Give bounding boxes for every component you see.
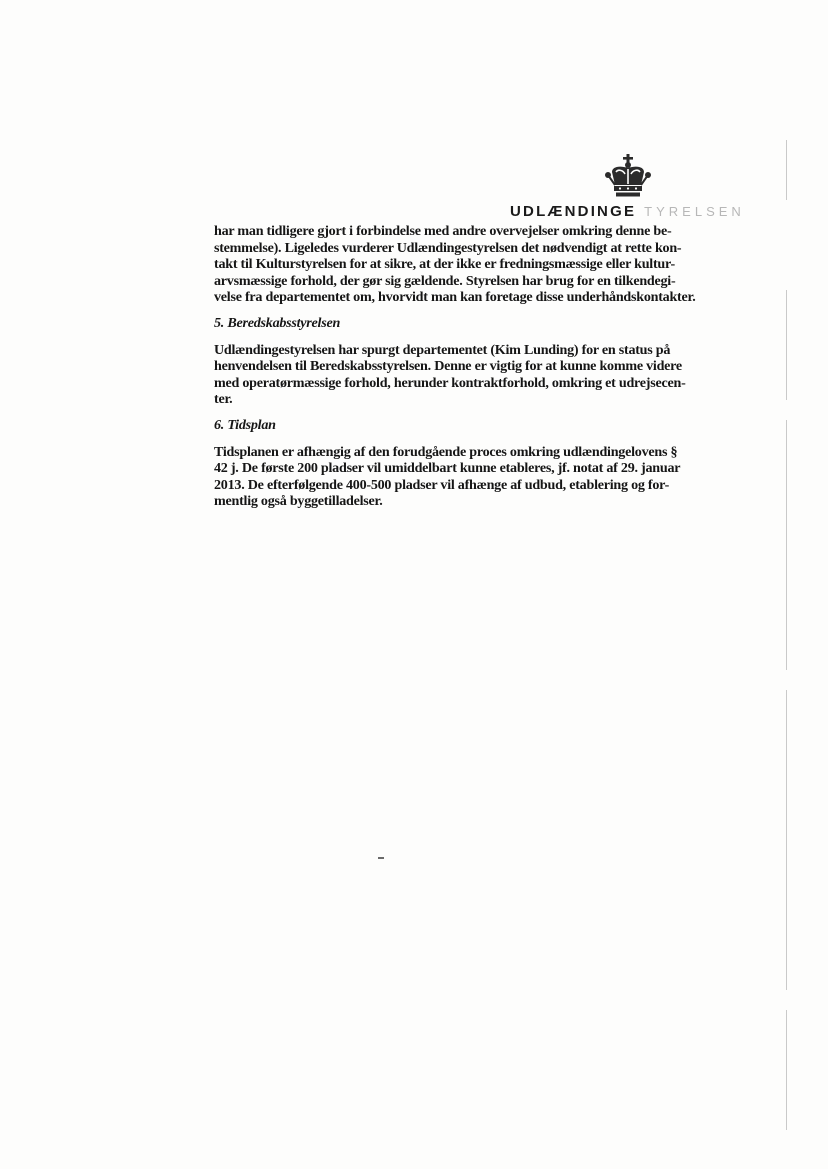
- text-line: 42 j. De første 200 pladser vil umiddelbart kunne etableres, jf. notat af 29. januar: [214, 460, 681, 477]
- scan-edge-line: [786, 1010, 787, 1130]
- scan-edge-line: [786, 420, 787, 670]
- logo-secondary-text: TYRELSEN: [644, 204, 745, 219]
- text-line: takt til Kulturstyrelsen for at sikre, at der ikke er fredningsmæssige eller kultur-: [214, 256, 675, 273]
- section-heading-6: 6. Tidsplan: [214, 416, 276, 433]
- text-line: Udlændingestyrelsen har spurgt departementet (Kim Lunding) for en status på: [214, 341, 671, 358]
- section-heading-5: 5. Beredskabsstyrelsen: [214, 314, 341, 331]
- section-6-paragraph: [214, 444, 718, 510]
- scan-edge-line: [786, 290, 787, 400]
- scan-edge-line: [786, 140, 787, 200]
- text-line: 2013. De efterfølgende 400-500 pladser vil afhænge af udbud, etablering og for-: [214, 476, 670, 493]
- document-body: [214, 223, 718, 519]
- scan-edge-line: [786, 690, 787, 990]
- text-line: mentlig også byggetilladelser.: [214, 493, 383, 510]
- crown-icon: [604, 154, 652, 200]
- text-line: ter.: [214, 391, 233, 408]
- scan-speck: [378, 857, 384, 859]
- section-5-paragraph: [214, 342, 718, 408]
- text-line: arvsmæssige forhold, der gør sig gældende. Styrelsen har brug for en tilkendegi-: [214, 272, 676, 289]
- text-line: har man tidligere gjort i forbindelse med andre overvejelser omkring denne be-: [214, 223, 672, 239]
- text-line: med operatørmæssige forhold, herunder kontraktforhold, omkring et udrejsecen-: [214, 374, 686, 391]
- text-line: Tidsplanen er afhængig af den forudgående proces omkring udlændingelovens §: [214, 443, 678, 460]
- paragraph-continued: [214, 223, 718, 306]
- text-line: velse fra departementet om, hvorvidt man kan foretage disse underhåndskontakter.: [214, 289, 696, 306]
- agency-logo: [505, 154, 755, 226]
- text-line: henvendelsen til Beredskabsstyrelsen. Denne er vigtig for at kunne komme videre: [214, 358, 682, 375]
- text-line: stemmelse). Ligeledes vurderer Udlændingestyrelsen det nødvendigt at rette kon-: [214, 239, 682, 256]
- logo-primary-text: UDLÆNDINGE: [510, 203, 637, 220]
- logo-wordmark: [510, 203, 745, 221]
